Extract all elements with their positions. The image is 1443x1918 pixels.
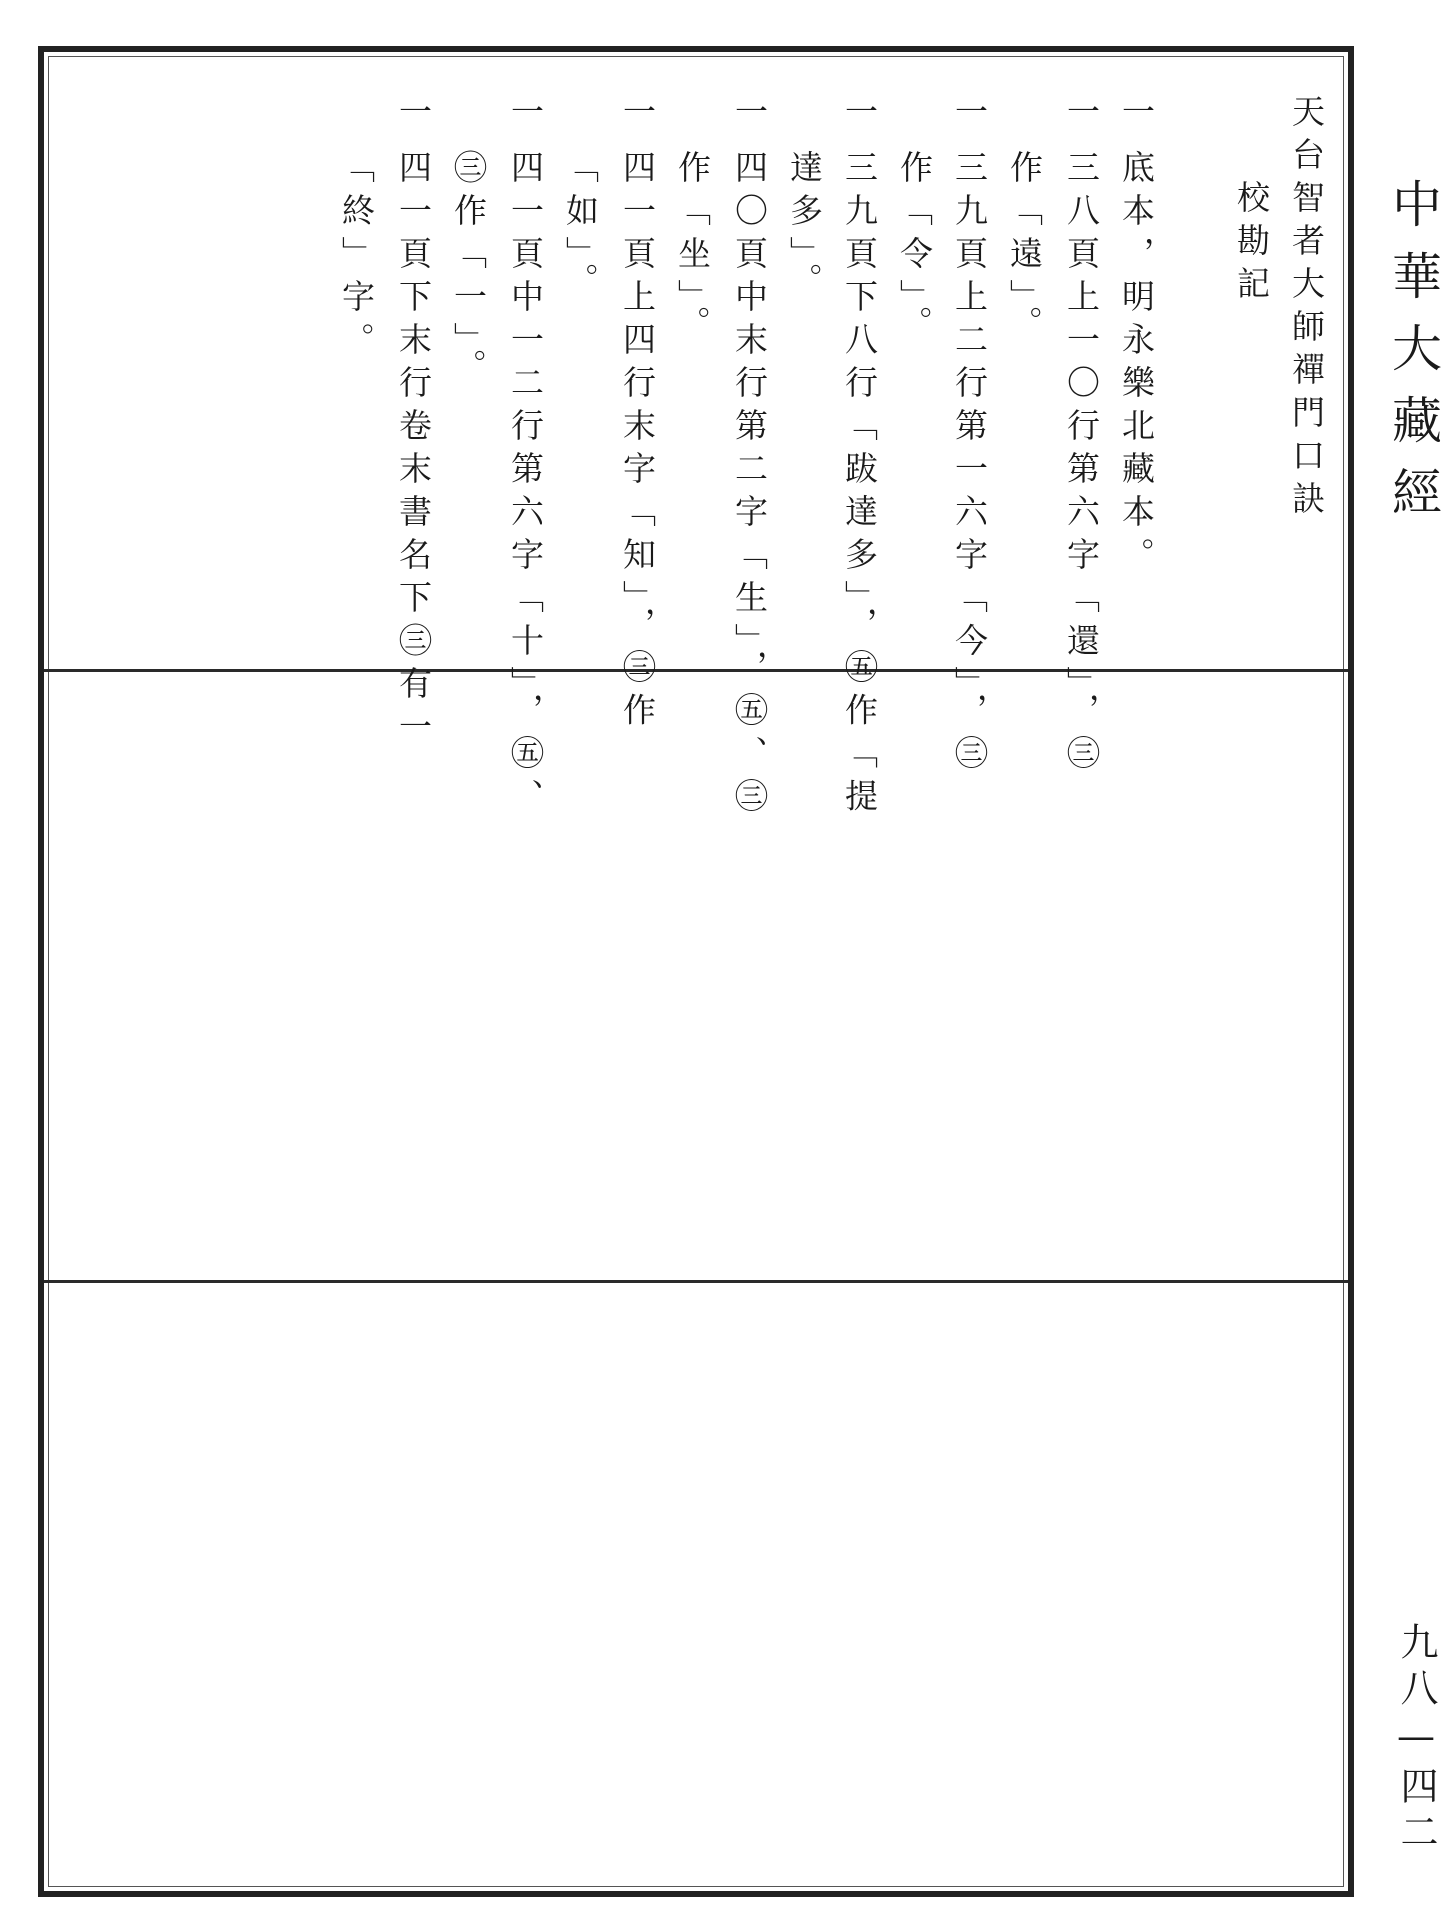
entry-continuation: 達多」。 <box>785 150 824 306</box>
entry-text: 四〇頁中末行第二字「生」，㊄、㊂ <box>730 150 769 822</box>
entry-marker: 一 <box>730 94 769 137</box>
entry-text: 三九頁上二行第一六字「今」，㊂ <box>950 150 989 779</box>
entry-continuation: 作「遠」。 <box>1005 150 1044 349</box>
entry-text: 四一頁中一二行第六字「十」，㊄、 <box>506 150 545 822</box>
entry-marker: 一 <box>1062 94 1101 137</box>
entry-marker: 一 <box>618 94 657 137</box>
entry-marker: 一 <box>394 94 433 137</box>
section-divider-upper <box>44 669 1348 672</box>
entry-marker: 一 <box>950 94 989 137</box>
collection-header: 中華大藏經 <box>1384 178 1442 538</box>
document-subtitle: 校勘記 <box>1232 180 1271 309</box>
entry-text: 四一頁下末行卷末書名下㊂有一 <box>394 150 433 752</box>
entry-text: 三八頁上一〇行第六字「還」，㊂ <box>1062 150 1101 779</box>
section-divider-lower <box>44 1280 1348 1283</box>
entry-continuation: 「終」字。 <box>337 150 376 365</box>
document-title: 天台智者大師禪門口訣 <box>1287 94 1326 524</box>
entry-text: 三九頁下八行「跋達多」，㊄作「提 <box>840 150 879 822</box>
entry-text: 底本，明永樂北藏本。 <box>1117 150 1156 580</box>
entry-continuation: ㊂作「一」。 <box>449 150 488 392</box>
entry-marker: 一 <box>1117 94 1156 137</box>
entry-continuation: 作「坐」。 <box>673 150 712 349</box>
entry-marker: 一 <box>840 94 879 137</box>
entry-continuation: 「如」。 <box>561 150 600 306</box>
entry-marker: 一 <box>506 94 545 137</box>
entry-continuation: 作「令」。 <box>895 150 934 349</box>
entry-text: 四一頁上四行末字「知」，㊂作 <box>618 150 657 736</box>
page-number: 九八—四二 <box>1394 1622 1438 1858</box>
